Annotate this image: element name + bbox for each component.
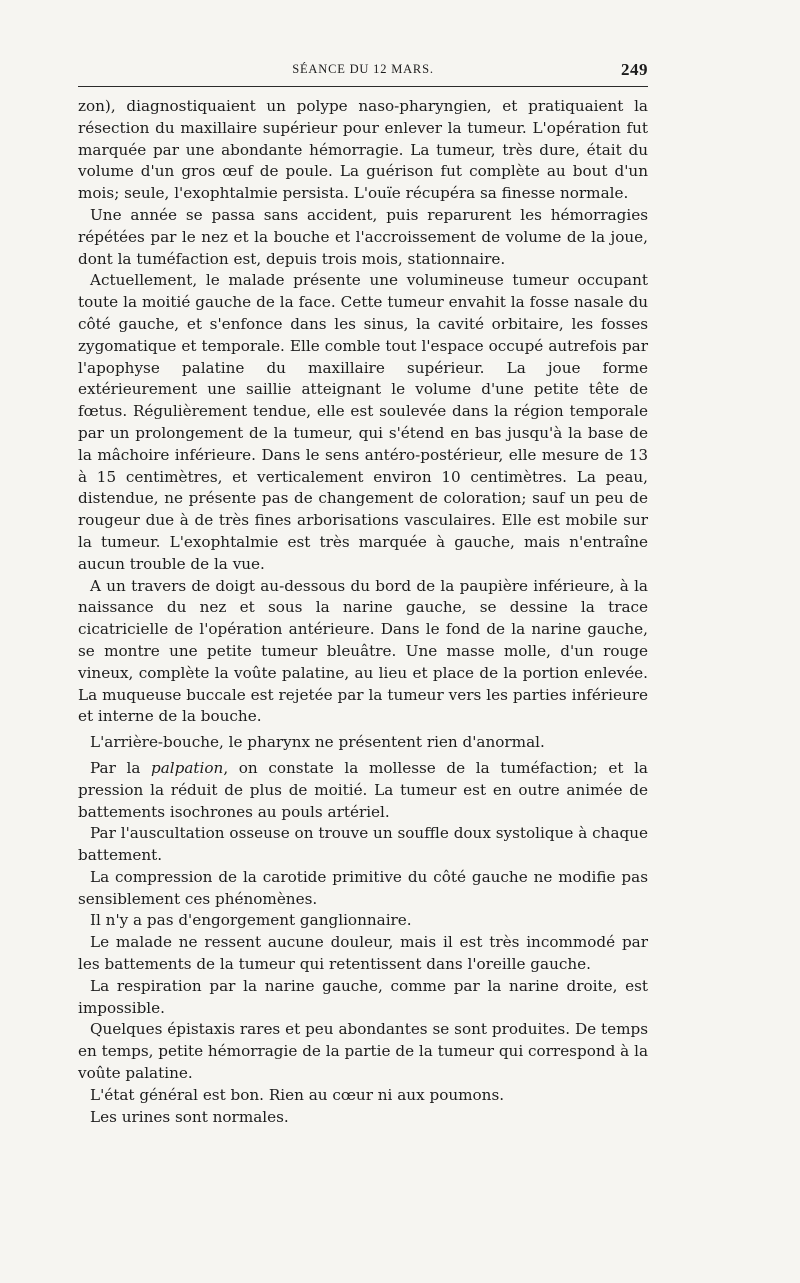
paragraph-respiration: La respiration par la narine gauche, comme par la narine droite, est impossible. (78, 976, 648, 1017)
paragraph-pain: Le malade ne ressent aucune douleur, mais il est très incommodé par les battements de la tumeur qui retentissent dans l'oreille gauche. (78, 933, 648, 974)
header-rule (78, 86, 648, 87)
palpation-emphasis: palpation (151, 758, 224, 777)
page-number: 249 (621, 60, 648, 79)
paragraph-auscultation: Par l'auscultation osseuse on trouve un souffle doux systolique à chaque battement. (78, 824, 648, 865)
paragraph-recurrence: Une année se passa sans accident, puis reparurent les hémorragies répétées par le nez et la bouche et l'accroissement de volume de la joue, dont la tuméfaction est, depuis trois mois, stationnaire. (78, 205, 648, 268)
paragraph-current-state: Actuellement, le malade présente une volumineuse tumeur occupant toute la moitié gauche de la face. Cette tumeur envahit la fosse nasale du côté gauche, et s'enfonce dans les sinus, la cavité orbitaire, les fosses zygomatique et temporale. Elle comble tout l'espace occupé autrefois par l'apophyse palatine du maxillaire supérieur. La joue forme extérieurement une saillie atteignant le volume d'une petite tête de fœtus. Régulièrement tendue, elle est soulevée dans la région temporale par un prolongement de la tumeur, qui s'étend en bas jusqu'à la base de la mâchoire inférieure. Dans le sens antéro-postérieur, elle mesure de 13 à 15 centimètres, et verticalement environ 10 centimètres. La peau, distendue, ne présente pas de changement de coloration; sauf un peu de rougeur due à de très fines arborisations vasculaires. Elle est mobile sur la tumeur. L'exophtalmie est très marquée à gauche, mais n'entraîne aucun trouble de la vue. (78, 271, 648, 573)
paragraph-continuation: zon), diagnostiquaient un polype naso-pharyngien, et pratiquaient la résection du maxillaire supérieur pour enlever la tumeur. L'opération fut marquée par une abondante hémorragie. La tumeur, très dure, était du volume d'un gros œuf de poule. La guérison fut complète au bout d'un mois; seule, l'exophtalmie persista. L'ouïe récupéra sa finesse normale. (78, 97, 648, 203)
paragraph-ganglion: Il n'y a pas d'engorgement ganglionnaire. (90, 911, 412, 930)
running-title: SÉANCE DU 12 MARS. (292, 62, 434, 76)
body-text (78, 96, 648, 1128)
paragraph-urines: Les urines sont normales. (90, 1107, 289, 1126)
palpation-text-after: , on constate la mollesse de la tuméfaction; et la pression la réduit de plus de moitié. La tumeur est en outre animée de battements isochrones au pouls artériel. (78, 758, 648, 821)
paragraph-epistaxis: Quelques épistaxis rares et peu abondantes se sont produites. De temps en temps, petite hémorragie de la partie de la tumeur qui correspond à la voûte palatine. (78, 1020, 648, 1083)
paragraph-compression: La compression de la carotide primitive du côté gauche ne modifie pas sensiblement ces phénomènes. (78, 867, 648, 908)
paragraph-palpation (78, 758, 648, 823)
paragraph-general-state: L'état général est bon. Rien au cœur ni aux poumons. (90, 1085, 505, 1104)
paragraph-pharynx: L'arrière-bouche, le pharynx ne présentent rien d'anormal. (90, 733, 545, 752)
running-head (78, 60, 648, 82)
paragraph-scar: A un travers de doigt au-dessous du bord de la paupière inférieure, à la naissance du nez et sous la narine gauche, se dessine la trace cicatricielle de l'opération antérieure. Dans le fond de la narine gauche, se montre une petite tumeur bleuâtre. Une masse molle, d'un rouge vineux, complète la voûte palatine, au lieu et place de la portion enlevée. La muqueuse buccale est rejetée par la tumeur vers les parties inférieure et interne de la bouche. (78, 576, 648, 726)
palpation-text-before: Par la (90, 758, 152, 777)
